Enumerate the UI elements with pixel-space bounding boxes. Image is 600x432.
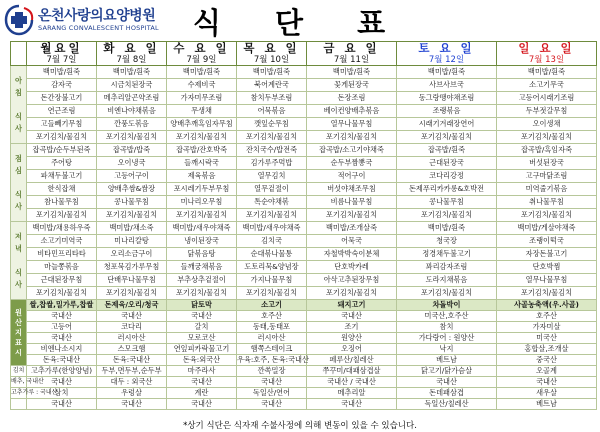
origin-item: 국내산 / 국내산: [307, 377, 397, 388]
menu-item: 양배추깨흑임자무침: [167, 118, 237, 131]
menu-item: 포기김치/물김치: [237, 287, 307, 300]
origin-item: 국내산: [97, 311, 167, 322]
origin-item: 조기: [307, 322, 397, 333]
day-header-tue: 화 요 일 7월 8일: [97, 42, 167, 66]
lunch-row: [11, 157, 597, 170]
menu-item: 조랭볶음: [397, 105, 497, 118]
menu-item: 자장돈불고기: [497, 248, 597, 261]
menu-item: 꽃게된장국: [307, 79, 397, 92]
dinner-row: [11, 222, 597, 235]
origin-item: 호주산: [237, 311, 307, 322]
menu-item: 포기김치/물김치: [307, 287, 397, 300]
origin-item: 독일산/칠레산: [397, 399, 497, 410]
menu-item: 포기김치/물김치: [397, 131, 497, 144]
menu-item: 잡곡밥/흰죽: [397, 144, 497, 157]
origin-item: 가다랑어 : 원양산: [397, 333, 497, 344]
menu-item: 잡곡밥/순두부된죽: [27, 144, 97, 157]
origin-item: 코다리: [97, 322, 167, 333]
menu-item: 파채두불고기: [27, 170, 97, 183]
menu-item: 아삭고추된장무침: [307, 274, 397, 287]
menu-item: 백미밥/흰죽: [397, 66, 497, 79]
menu-item: 들깨시락국: [167, 157, 237, 170]
menu-item: 열무김치: [237, 170, 307, 183]
origin-item: 독일산/연어: [237, 388, 307, 399]
menu-item: 포기김치/물김치: [97, 131, 167, 144]
origin-item: 고등어: [27, 322, 97, 333]
menu-item: 무생채: [167, 105, 237, 118]
menu-item: 백미밥/새우야채죽: [167, 222, 237, 235]
origin-item: 국내산: [237, 377, 307, 388]
origin-item: 돈제육/오리/청국: [97, 300, 167, 311]
menu-item: 참나물무침: [27, 196, 97, 209]
menu-item: 깐풍도볶음: [97, 118, 167, 131]
weekly-menu-table: [10, 41, 597, 410]
menu-item: 백미밥/흰죽: [397, 222, 497, 235]
origin-row: [11, 399, 597, 410]
dinner-row: [11, 287, 597, 300]
menu-item: 깻잎순무침: [237, 118, 307, 131]
lunch-row: [11, 196, 597, 209]
menu-item: 가지나물무침: [237, 274, 307, 287]
menu-item: 주어탕: [27, 157, 97, 170]
origin-item: 국내산: [307, 311, 397, 322]
origin-item: 두부,면두부,순두부: [97, 366, 167, 377]
menu-item: 백미밥/새우야채죽: [237, 222, 307, 235]
menu-item: 포기김치/물김치: [237, 209, 307, 222]
menu-item: 단배무나물무침: [97, 274, 167, 287]
menu-item: 돈제푸리카카롱&호박전: [397, 183, 497, 196]
menu-item: 포기김치/물김치: [497, 131, 597, 144]
breakfast-row: [11, 118, 597, 131]
menu-item: 포기김치/물김치: [167, 131, 237, 144]
menu-item: 자철박박숙이분체: [307, 248, 397, 261]
menu-item: 포기김치/물김치: [27, 209, 97, 222]
menu-item: 잡곡밥/소고기야채죽: [307, 144, 397, 157]
origin-item: 삼치: [27, 388, 97, 399]
menu-item: 어묵볶음: [237, 105, 307, 118]
origin-item: 돼지고기: [307, 300, 397, 311]
menu-item: 코다리강정: [397, 170, 497, 183]
page-title: 식 단 표: [192, 6, 408, 40]
menu-item: 잡곡밥/밥죽: [97, 144, 167, 157]
menu-item: 잔치국수/밥전죽: [237, 144, 307, 157]
menu-item: 돈간장불고기: [27, 92, 97, 105]
menu-item: 백미밥/채소죽: [97, 222, 167, 235]
origin-item: 국내산: [397, 377, 497, 388]
menu-item: 단호박카레: [307, 261, 397, 274]
menu-item: 백미밥/흰죽: [497, 66, 597, 79]
menu-item: 근대된장국: [397, 157, 497, 170]
menu-item: 고등어구이: [97, 170, 167, 183]
origin-item: 소고기: [237, 300, 307, 311]
menu-item: 톡순야채볶: [237, 196, 307, 209]
origin-row: [11, 311, 597, 322]
menu-item: 열무나물무침: [307, 118, 397, 131]
origin-item: 국내산: [27, 333, 97, 344]
menu-item: 꽈리감자조림: [397, 261, 497, 274]
menu-item: 냉이된장국: [167, 235, 237, 248]
menu-item: 닭볶음탕: [167, 248, 237, 261]
menu-item: 제육볶음: [167, 170, 237, 183]
origin-item: 우렁살: [97, 388, 167, 399]
origin-item: 미국산: [497, 333, 597, 344]
origin-row: [11, 355, 597, 366]
menu-item: 버섯야채조무침: [307, 183, 397, 196]
origin-item: 비엔나소시지: [27, 344, 97, 355]
hospital-english-name: SARANG CONVALESCENT HOSPITAL: [38, 24, 159, 32]
menu-item: 부추상추겉절이: [167, 274, 237, 287]
menu-item: 비름나물무침: [307, 196, 397, 209]
lunch-row: [11, 183, 597, 196]
day-header-fri: 금 요 일 7월 11일: [307, 42, 397, 66]
menu-body: [11, 66, 597, 410]
menu-item: 순두부짬뽕국: [307, 157, 397, 170]
lunch-row: [11, 170, 597, 183]
menu-item: 고등어시래기조림: [497, 92, 597, 105]
menu-item: 마늘쫑볶음: [27, 261, 97, 274]
menu-item: 포기김치/물김치: [27, 287, 97, 300]
origin-item: 대두 : 외국산: [97, 377, 167, 388]
menu-item: 김가루주먹밥: [237, 157, 307, 170]
origin-item: 러시아산: [97, 333, 167, 344]
menu-item: 포기김치/물김치: [167, 209, 237, 222]
origin-item: 동태,동태포: [237, 322, 307, 333]
menu-item: 포기김치/물김치: [237, 131, 307, 144]
origin-item: 모로코산: [167, 333, 237, 344]
origin-item: 참치: [397, 322, 497, 333]
breakfast-row: [11, 79, 597, 92]
menu-item: 미나리칼탕: [97, 235, 167, 248]
menu-item: 오이냉국: [97, 157, 167, 170]
origin-row: [11, 388, 597, 399]
origin-item: 돈육:국내산: [97, 355, 167, 366]
origin-item: 홍합살,조개살: [497, 344, 597, 355]
menu-item: 콩나물무침: [97, 196, 167, 209]
dinner-row: [11, 261, 597, 274]
menu-item: 열무나물무침: [497, 274, 597, 287]
menu-item: 들깨궁채볶음: [167, 261, 237, 274]
origin-item: 연잎피카락물고기: [167, 344, 237, 355]
lunch-row: [11, 144, 597, 157]
origin-item: 깐쏙밀장: [237, 366, 307, 377]
menu-item: 돈장조림: [307, 92, 397, 105]
origin-item: 국내산: [167, 399, 237, 410]
origin-item: 우육:호주, 돈육:국내산: [237, 355, 309, 364]
origin-item: 돈데패삼겹: [397, 388, 497, 399]
day-header-thu: 목 요 일 7월 10일: [237, 42, 307, 66]
hospital-cross-icon: [4, 4, 34, 36]
breakfast-row: [11, 92, 597, 105]
menu-item: 정경채두불고기: [397, 248, 497, 261]
menu-item: 잡곡밥/흑임자죽: [497, 144, 597, 157]
menu-item: 포시레기두부무침: [167, 183, 237, 196]
origin-item: 베트남: [397, 355, 497, 366]
menu-item: 소고기미역국: [27, 235, 97, 248]
menu-item: 소고기무국: [497, 79, 597, 92]
origin-item: 호주산: [497, 311, 597, 322]
origin-item: 원양산: [307, 333, 397, 344]
origin-item: 마주라사: [167, 366, 237, 377]
menu-item: 청국장: [397, 235, 497, 248]
origin-item: 오골계: [497, 366, 597, 377]
origin-item: 차돌박이: [397, 300, 497, 311]
menu-item: 포기김치/물김치: [397, 287, 497, 300]
menu-item: 백미밥/채용하우죽: [27, 222, 97, 235]
menu-item: 포기김치/물김치: [497, 209, 597, 222]
menu-item: 가자미무조림: [167, 92, 237, 105]
menu-item: 고구마닭조림: [497, 170, 597, 183]
menu-item: 도토리묵&양념장: [237, 261, 307, 274]
origin-row: [11, 377, 597, 388]
kimchi-origin-note: [11, 399, 27, 410]
lunch-label: 점 심 식 사: [11, 144, 27, 222]
corner-cell: [11, 42, 27, 66]
menu-item: 동그랑땡야채조림: [397, 92, 497, 105]
origin-row: [11, 366, 597, 377]
origin-item: 갈치: [167, 322, 237, 333]
origin-row: [11, 300, 597, 311]
menu-item: 백미밥/흰죽: [307, 66, 397, 79]
menu-item: 취나물무침: [497, 196, 597, 209]
origin-item: 햄쪽스테이크: [237, 344, 307, 355]
menu-item: 포기김치/물김치: [97, 209, 167, 222]
footer-note: *상기 식단은 식자재 수불사정에 의해 변동이 있을 수 있습니다.: [183, 421, 417, 431]
menu-item: 열무겉절이: [237, 183, 307, 196]
origin-item: 국내산: [497, 377, 597, 388]
menu-item: 조랭이떡국: [497, 235, 597, 248]
origin-row: [11, 322, 597, 333]
menu-item: 비엔나야채볶음: [97, 105, 167, 118]
menu-item: 미역줄기볶음: [497, 183, 597, 196]
origin-item: 중국산: [497, 355, 597, 366]
day-header-sat: 토 요 일 7월 12일: [397, 42, 497, 66]
origin-item: 닭고기/닭가슴살: [397, 366, 497, 377]
menu-item: 오리소금구이: [97, 248, 167, 261]
dinner-row: [11, 235, 597, 248]
menu-item: 도라지채볶음: [397, 274, 497, 287]
menu-item: 적어구이: [307, 170, 397, 183]
origin-item: 사골농축액(우.사골): [497, 300, 597, 311]
origin-item: 국내산: [27, 399, 97, 410]
menu-item: 시금치된장국: [97, 79, 167, 92]
menu-item: 시래기겨래장연어: [397, 118, 497, 131]
origin-item: 국내산: [167, 311, 237, 322]
origin-row: [11, 344, 597, 355]
origin-item: 국내산: [237, 399, 307, 410]
menu-item: 백미밥/흰죽: [237, 66, 307, 79]
menu-item: 포기김치/물김치: [397, 209, 497, 222]
origin-item: 낙지: [397, 344, 497, 355]
day-header-mon: 월요일 7월 7일: [27, 42, 97, 66]
menu-item: 양배추쌈&쌈장: [97, 183, 167, 196]
menu-item: 백미밥/게살야채죽: [497, 222, 597, 235]
menu-item: 포기김치/물김치: [307, 131, 397, 144]
origin-item: 계란: [167, 388, 237, 399]
origin-item: 새우살: [497, 388, 597, 399]
menu-item: 백미밥/흰죽: [97, 66, 167, 79]
menu-item: 잡곡밥/잔호박죽: [167, 144, 237, 157]
menu-item: 포기김치/물김치: [497, 287, 597, 300]
lunch-row: [11, 209, 597, 222]
menu-item: 사브사브국: [397, 79, 497, 92]
origin-item: 고추가루(한양양념): [27, 366, 97, 377]
origin-item: 닭토막: [167, 300, 237, 311]
breakfast-row: [11, 131, 597, 144]
hospital-name: 온천사랑의요양병원: [38, 8, 156, 24]
origin-item: 가자미살: [497, 322, 597, 333]
origin-item: 러시아산: [237, 333, 307, 344]
origin-item: 베트남: [497, 399, 597, 410]
menu-item: 비타민프리타타: [27, 248, 97, 261]
day-header-sun: 일 요 일 7월 13일: [497, 42, 597, 66]
day-header-wed: 수 요 일 7월 9일: [167, 42, 237, 66]
breakfast-row: [11, 105, 597, 118]
menu-item: 고들빼기무침: [27, 118, 97, 131]
dinner-row: [11, 248, 597, 261]
menu-item: 감자국: [27, 79, 97, 92]
hospital-logo: [4, 2, 184, 38]
menu-item: 참치두부조림: [237, 92, 307, 105]
origin-label: 원 산 지 표 시: [11, 300, 27, 366]
origin-item: 국내산: [307, 399, 397, 410]
origin-item: 페루산/칠레산: [307, 355, 397, 366]
menu-item: 오이생채: [497, 118, 597, 131]
menu-item: 버섯된장국: [497, 157, 597, 170]
kimchi-origin-note: 배추, 국내산: [11, 377, 27, 388]
page-header: [0, 0, 600, 40]
dinner-row: [11, 274, 597, 287]
origin-item: 국내산: [167, 377, 237, 388]
origin-item: 쭈꾸미/대패삼겹살: [307, 366, 397, 377]
menu-item: 청포묵김가루무침: [97, 261, 167, 274]
origin-item: 오징어: [307, 344, 397, 355]
origin-item: 돈육:외국산: [167, 355, 237, 366]
origin-row: [11, 333, 597, 344]
origin-item: 돈육:국내산: [27, 355, 97, 366]
origin-item: 쌀,찹쌀,밀가루,찹쌀: [27, 300, 97, 311]
origin-item: 국내산: [27, 377, 97, 388]
menu-item: 포기김치/물김치: [167, 287, 237, 300]
menu-item: 근대된장무침: [27, 274, 97, 287]
origin-item: 국내산: [97, 399, 167, 410]
kimchi-origin-note: 고추가루 : 국내산: [11, 388, 27, 399]
menu-item: 북어계란국: [237, 79, 307, 92]
menu-item: 단호박찜: [497, 261, 597, 274]
menu-item: 메추리알곤약조림: [97, 92, 167, 105]
menu-item: 연근조림: [27, 105, 97, 118]
menu-item: 수제비국: [167, 79, 237, 92]
menu-item: 콩나물무침: [397, 196, 497, 209]
menu-item: 백미밥/조개살죽: [307, 222, 397, 235]
origin-item: 미국산,호주산: [397, 311, 497, 322]
dinner-label: 저 녁 식 사: [11, 222, 27, 300]
menu-item: 포기김치/물김치: [307, 209, 397, 222]
menu-item: 베이컨양배추볶음: [307, 105, 397, 118]
menu-item: 포기김치/물김치: [27, 131, 97, 144]
menu-item: 포기김치/물김치: [97, 287, 167, 300]
day-header-row: [11, 42, 597, 66]
menu-item: 순대볶나물통: [237, 248, 307, 261]
menu-item: 미나리오무침: [167, 196, 237, 209]
kimchi-origin-note: 김치: [11, 366, 27, 377]
menu-item: 김치국: [237, 235, 307, 248]
origin-item: 스모크햄: [97, 344, 167, 355]
menu-item: 어묵국: [307, 235, 397, 248]
breakfast-row: [11, 66, 597, 79]
menu-item: 백미밥/흰죽: [27, 66, 97, 79]
origin-item: 메추리알: [307, 388, 397, 399]
menu-item: 한식잡채: [27, 183, 97, 196]
origin-item: 국내산: [27, 311, 97, 322]
menu-item: 백미밥/흰죽: [167, 66, 237, 79]
menu-item: 두부젓갈무침: [497, 105, 597, 118]
breakfast-label: 아 침 식 사: [11, 66, 27, 144]
